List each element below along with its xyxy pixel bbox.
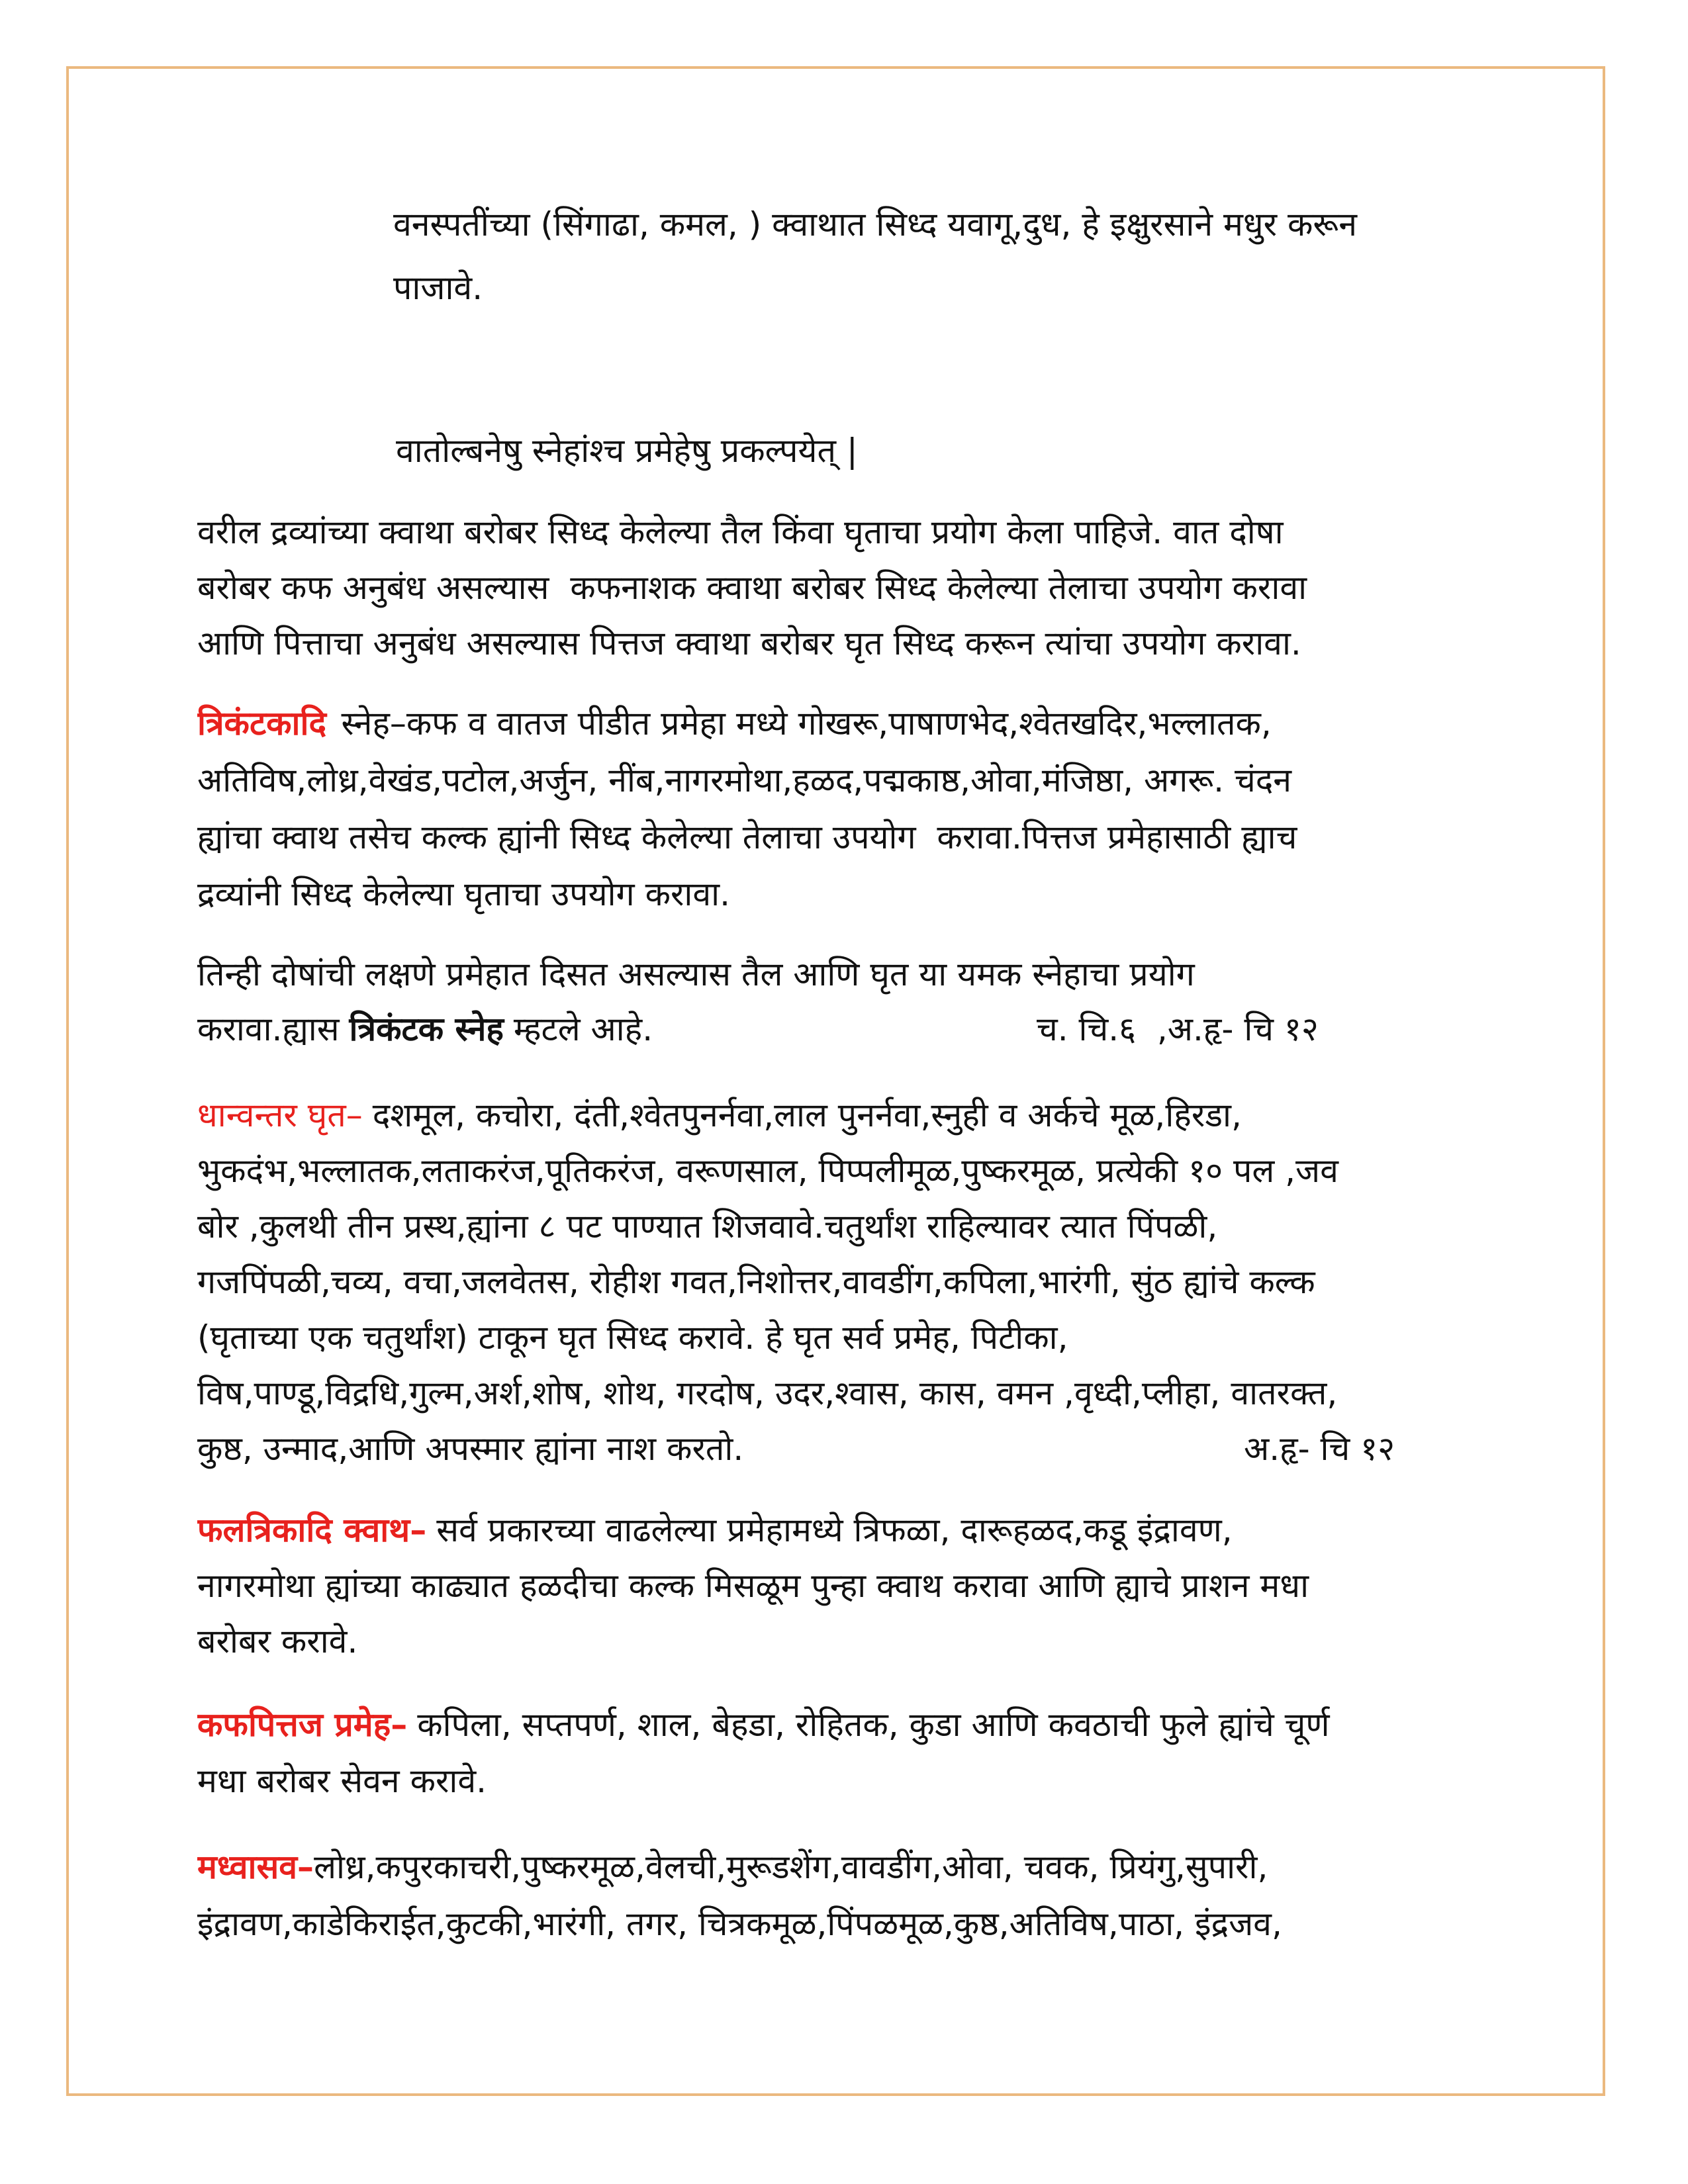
phalatrikadi-paragraph	[197, 1502, 1581, 1669]
paragraph-text: कपिला, सप्तपर्ण, शाल, बेहडा, रोहितक, कुडा आणि कवठाची फुले ह्यांचे चूर्ण	[417, 1706, 1330, 1744]
paragraph-text: कुष्ठ, उन्माद,आणि अपस्मार ह्यांना नाश करतो.	[197, 1430, 744, 1468]
section-heading: फलत्रिकादि क्वाथ–	[197, 1511, 427, 1549]
vataj-meh-paragraph	[197, 504, 1581, 671]
paragraph-text: दशमूल, कचोरा, दंती,श्वेतपुनर्नवा,लाल पुनर्नवा,स्नुही व अर्कचे मूळ,हिरडा,	[372, 1096, 1242, 1134]
paragraph-line: बरोबर करावे.	[197, 1622, 358, 1661]
section-heading: मध्वासव–	[197, 1848, 314, 1886]
paragraph-line: अतिविष,लोध्र,वेखंड,पटोल,अर्जुन, नींब,नागरमोथा,हळद,पद्मकाष्ठ,ओवा,मंजिष्ठा, अगरू. चंदन	[197, 761, 1292, 799]
paragraph-line	[197, 1002, 1581, 1057]
paragraph-line: विष,पाण्डू,विद्रधि,गुल्म,अर्श,शोष, शोथ, गरदोष, उदर,श्वास, कास, वमन ,वृध्दी,प्लीहा, वातरक्त,	[197, 1374, 1338, 1412]
trikantak-sneh-paragraph	[197, 947, 1581, 1057]
paragraph-line: ह्यांचा क्वाथ तसेच कल्क ह्यांनी सिध्द केलेल्या तेलाचा उपयोग करावा.पित्तज प्रमेहासाठी ह्याच	[197, 818, 1297, 856]
paragraph-text: म्हटले आहे.	[513, 1010, 653, 1048]
paragraph-line: बरोबर कफ अनुबंध असल्यास कफनाशक क्वाथा बरोबर सिध्द केलेल्या तेलाचा उपयोग करावा	[197, 569, 1307, 607]
section-heading: कफपित्तज प्रमेह–	[197, 1706, 408, 1744]
paragraph-line	[197, 695, 1581, 752]
section-heading: त्रिकंटकादि	[197, 704, 326, 743]
paragraph-line: वनस्पतींच्या (सिंगाढा, कमल, ) क्वाथात सिध्द यवागू,दुध, हे इक्षुरसाने मधुर करून	[393, 205, 1357, 244]
paragraph-text: लोध्र,कपुरकाचरी,पुष्करमूळ,वेलची,मुरूडशेंग,वावडींग,ओवा, चवक, प्रियंगु,सुपारी,	[314, 1848, 1268, 1886]
paragraph-line	[197, 1087, 1581, 1143]
paragraph-line: वरील द्रव्यांच्या क्वाथा बरोबर सिध्द केलेल्या तैल किंवा घृताचा प्रयोग केला पाहिजे. वात दोषा	[197, 513, 1284, 551]
paragraph-line: भुकदंभ,भल्लातक,लताकरंज,पूतिकरंज, वरूणसाल, पिप्पलीमूळ,पुष्करमूळ, प्रत्येकी १० पल ,जव	[197, 1152, 1338, 1190]
paragraph-line: तिन्ही दोषांची लक्षणे प्रमेहात दिसत असल्यास तैल आणि घृत या यमक स्नेहाचा प्रयोग	[197, 955, 1195, 993]
heading-line	[197, 423, 1581, 478]
trikantakadi-paragraph	[197, 695, 1581, 923]
dhanvantar-ghrut-paragraph	[197, 1087, 1581, 1477]
paragraph-text: स्नेह–कफ व वातज पीडीत प्रमेहा मध्ये गोखरू,पाषाणभेद,श्वेतखदिर,भल्लातक,	[341, 704, 1272, 743]
citation-reference: अ.हृ- चि १२	[1244, 1430, 1395, 1468]
paragraph-line: मधा बरोबर सेवन करावे.	[197, 1762, 487, 1800]
paragraph-line: गजपिंपळी,चव्य, वचा,जलवेतस, रोहीश गवत,निशोत्तर,वावडींग,कपिला,भारंगी, सुंठ ह्यांचे कल्क	[197, 1263, 1315, 1301]
paragraph-text: करावा.ह्यास	[197, 1010, 340, 1048]
paragraph-line	[197, 1502, 1581, 1558]
intro-paragraph	[393, 193, 1581, 320]
paragraph-line: नागरमोथा ह्यांच्या काढ्यात हळदीचा कल्क मिसळूम पुन्हा क्वाथ करावा आणि ह्याचे प्राशन मधा	[197, 1567, 1309, 1605]
kaphapittaj-paragraph	[197, 1697, 1581, 1809]
paragraph-line: बोर ,कुलथी तीन प्रस्थ,ह्यांना ८ पट पाण्यात शिजवावे.चतुर्थांश राहिल्यावर त्यात पिंपळी,	[197, 1207, 1218, 1246]
paragraph-line: द्रव्यांनी सिध्द केलेल्या घृताचा उपयोग करावा.	[197, 875, 731, 913]
paragraph-line	[197, 1839, 1581, 1895]
vataj-meh-heading-row	[197, 423, 1581, 478]
section-heading: धान्वन्तर घृत–	[197, 1096, 363, 1134]
paragraph-line: आणि पित्ताचा अनुबंध असल्यास पित्तज क्वाथा बरोबर घृत सिध्द करून त्यांचा उपयोग करावा.	[197, 624, 1301, 662]
paragraph-line: (घृताच्या एक चतुर्थांश) टाकून घृत सिध्द करावे. हे घृत सर्व प्रमेह, पिटीका,	[197, 1318, 1068, 1357]
paragraph-text: सर्व प्रकारच्या वाढलेल्या प्रमेहामध्ये त्रिफळा, दारूहळद,कडू इंद्रावण,	[436, 1511, 1233, 1549]
paragraph-line	[197, 1421, 1581, 1477]
bold-term: त्रिकंटक स्नेह	[349, 1010, 504, 1048]
paragraph-line: इंद्रावण,काडेकिराईत,कुटकी,भारंगी, तगर, चित्रकमूळ,पिंपळमूळ,कुष्ठ,अतिविष,पाठा, इंद्रजव,	[197, 1905, 1282, 1943]
sanskrit-verse: वातोल्बनेषु स्नेहांश्च प्रमेहेषु प्रकल्पयेत् |	[396, 432, 858, 470]
madhvasav-paragraph	[197, 1839, 1581, 1952]
paragraph-line	[197, 1697, 1581, 1753]
paragraph-line: पाजावे.	[393, 269, 483, 307]
citation-reference: च. चि.६ ,अ.हृ- चि १२	[1037, 1010, 1319, 1048]
